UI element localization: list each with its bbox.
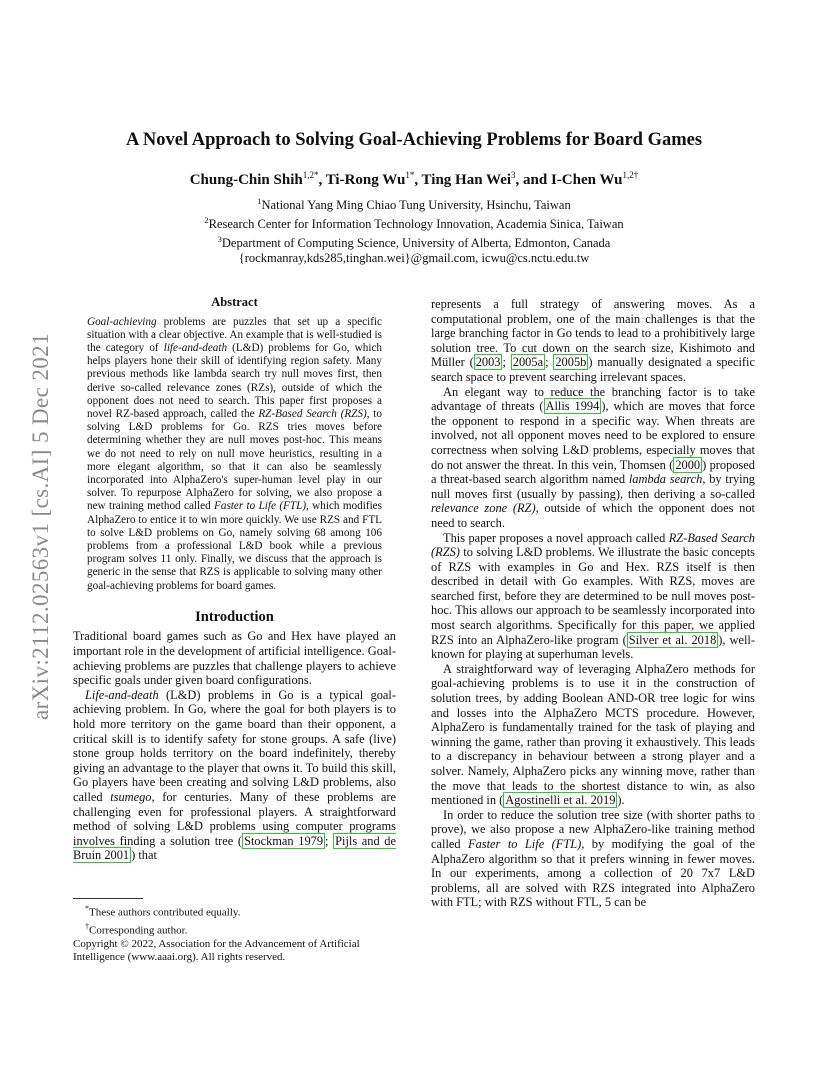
body-paragraph xyxy=(431,385,755,531)
footnote-rule xyxy=(73,898,143,899)
copyright-notice: Copyright © 2022, Association for the Advancement of Artificial Intelligence (www.aaai.org). All rights reserved. xyxy=(73,938,360,964)
body-text: A straightforward way of leveraging AlphaZero methods for goal-achieving problems is to use it in the construction of solution trees, by adding Boolean AND-OR tree logic for wins and losses into the AlphaZero MCTS procedure. However, AlphaZero is fundamentally trained for the task of playing and winning the game, rather than proving it exhaustively. This leads to a discrepancy in behaviour between a strong player and a solver. Namely, AlphaZero picks any winning move, rather than the move that leads to the shortest distance to win, as also mentioned in ( xyxy=(431,661,755,808)
body-text: ), which are moves that force the opponent to respond in a specific way. When threats are involved, not all opponent moves need to be explored to ensure correctness when solving L&D problems, especially moves that do not answer the threat. In this vein, Thomsen ( xyxy=(431,399,755,472)
citation-link[interactable]: Agostinelli et al. 2019 xyxy=(505,793,616,808)
affiliation-line xyxy=(60,213,768,232)
italic-text: RZ-Based Search (RZS), xyxy=(258,408,370,421)
left-body xyxy=(73,629,396,863)
abstract-text xyxy=(87,316,382,593)
body-paragraph xyxy=(431,662,755,808)
citation-link[interactable]: 2005a xyxy=(512,355,544,370)
body-text: to solving L&D problems for Go. RZS tries moves before determining whether they are null moves post-hoc. This means we do not need to rely on null move heuristics, resulting in a more elegant algorithm, so that it can also be seamlessly incorporated into AlphaZero's super-human level play in our solver. To repurpose AlphaZero for solving, we also propose a new training method called xyxy=(87,408,382,513)
body-text: ) manually designated a specific search space to prevent searching irrelevant spaces. xyxy=(431,355,755,384)
body-paragraph xyxy=(431,808,755,910)
italic-text: life-and-death xyxy=(163,342,228,354)
author-name: I-Chen Wu xyxy=(550,172,623,188)
body-paragraph xyxy=(73,688,396,863)
body-text: (L&D) problems for Go, which helps players hone their skill of identifying region safety. Many previous methods like lambda search try null moves first, then derive so-called relevance zones (RZs), outside of which the opponent does not need to search. This paper first proposes a novel RZ-based approach, called the xyxy=(87,342,383,421)
introduction-heading: Introduction xyxy=(195,608,274,625)
citation-link[interactable]: Stockman 1979 xyxy=(244,833,324,848)
italic-text: relevance zone (RZ) xyxy=(431,501,536,516)
body-text: ), well-known for playing at superhuman levels. xyxy=(431,632,755,662)
citation-link[interactable]: 2000 xyxy=(675,457,701,472)
affiliation-text: National Yang Ming Chiao Tung University, Hsinchu, Taiwan xyxy=(261,198,571,213)
italic-text: Life-and-death xyxy=(85,687,159,702)
left-column xyxy=(73,295,396,863)
italic-text: lambda search xyxy=(628,472,703,487)
author-name: Ting Han Wei xyxy=(421,172,512,188)
right-column xyxy=(431,297,755,910)
footnotes xyxy=(73,898,396,964)
italic-text: Faster to Life (FTL), xyxy=(214,500,309,513)
body-paragraph xyxy=(73,629,396,687)
body-text: to solving L&D problems. We illustrate the basic concepts of RZS with examples in Go and Hex. RZS itself is then described in detail with Go examples. With RZS, moves are searched first, before they are determined to be null moves post-hoc. This allows our approach to be seamlessly incorporated into most search algorithms. Specifically for this paper, we applied RZS into an AlphaZero-like program ( xyxy=(431,545,755,647)
body-text: ). xyxy=(617,793,625,808)
affiliation-text: Department of Computing Science, University of Alberta, Edmonton, Canada xyxy=(221,236,611,251)
footnote-mark: * xyxy=(85,904,89,913)
affiliation-line xyxy=(60,194,768,213)
footnote-list xyxy=(73,902,396,937)
footnote xyxy=(73,902,396,920)
body-text: represents a full strategy of answering moves. As a computational problem, one of the main challenges is that the large branching factor in Go tends to lead to a prohibitively large solution tree. To cut down on the search size, Kishimoto and Müller ( xyxy=(431,297,755,370)
italic-text: RZ-Based Search (RZS) xyxy=(431,530,755,560)
citation-link[interactable]: 2005b xyxy=(555,355,587,370)
affiliation-line xyxy=(60,232,768,251)
affiliation-mark: 1 xyxy=(257,196,262,206)
author-affiliation-mark: 1,2† xyxy=(622,170,639,180)
author-separator: , xyxy=(414,172,422,188)
citation-link[interactable]: Silver et al. 2018 xyxy=(628,632,717,647)
italic-text: Faster to Life (FTL) xyxy=(468,836,582,851)
arxiv-watermark xyxy=(10,300,53,720)
body-text: ; xyxy=(502,355,511,370)
abstract-heading: Abstract xyxy=(211,295,258,309)
body-text: ) proposed a threat-based search algorithm named xyxy=(431,457,755,487)
body-text: An elegant way to reduce the branching factor is to take advantage of threats ( xyxy=(431,384,755,414)
body-text: In order to reduce the solution tree size (with shorter paths to prove), we also propose a new AlphaZero-like training method called xyxy=(431,807,755,851)
affiliation-text: Research Center for Information Technology Innovation, Academia Sinica, Taiwan xyxy=(208,217,624,232)
author-name: Chung-Chin Shih xyxy=(189,172,303,188)
affiliations xyxy=(60,194,768,266)
body-text: , for centuries. Many of these problems are challenging even for professional players. A straightforward method of solving L&D problems using computer programs involves finding a solution tree ( xyxy=(73,789,396,848)
right-body xyxy=(431,297,755,910)
arxiv-stamp: arXiv:2112.02563v1 [cs.AI] 5 Dec 2021 xyxy=(28,333,53,720)
italic-text: Goal-achieving xyxy=(87,315,157,328)
body-paragraph xyxy=(431,531,755,662)
author-affiliation-mark: 1,2* xyxy=(302,170,319,180)
author-affiliation-mark: 1* xyxy=(405,170,415,180)
citation-link[interactable]: Pijls and de Bruin 2001 xyxy=(73,833,396,863)
paper-title: A Novel Approach to Solving Goal-Achieving Problems for Board Games xyxy=(125,130,703,150)
body-text: problems are puzzles that set up a specific situation with a clear objective. An example that is well-studied is the category of xyxy=(87,315,382,354)
footnote-text: These authors contributed equally. xyxy=(89,906,241,919)
body-text: ) that xyxy=(131,848,157,863)
footnote-mark: † xyxy=(85,921,89,931)
body-text: , by modifying the goal of the AlphaZero algorithm so that it prefers winning in fewer moves. In our experiments, among a collection of 20 7x7 L&D problems, all are solved with RZS integrated into AlphaZero with FTL; with RZS without FTL, 5 can be xyxy=(431,836,755,910)
affiliation-mark: 3 xyxy=(217,234,222,245)
body-text: which modifies AlphaZero to entice it to win more quickly. We use RZS and FTL to solve L&D problems on Go, namely solving 68 among 106 problems from a professional L&D book while a previous program solves 11 only. Finally, we discuss that the approach is generic in the sense that RZS is applicable to solving many other goal-achieving problems for board games. xyxy=(87,500,382,592)
citation-link[interactable]: Allis 1994 xyxy=(545,399,600,414)
body-text: Traditional board games such as Go and Hex have played an important role in the development of artificial intelligence. Goal-achieving problems are puzzles that challenge players to achieve specific goals under given board configurations. xyxy=(73,629,396,688)
citation-link[interactable]: 2003 xyxy=(475,355,501,370)
body-text: (L&D) problems in Go is a typical goal-achieving problem. In Go, where the goal for both players is to hold more territory on the game board than their opponent, a critical skill is to identify safety for stone groups. A safe (live) stone group holds territory on the board indefinitely, thereby giving an advantage to the player that owns it. To build this skill, Go players have been creating and solving L&D problems, also called xyxy=(73,687,396,804)
footnote xyxy=(73,920,396,938)
body-text: ; xyxy=(325,833,334,848)
affiliation-list xyxy=(60,194,768,251)
author-emails: {rockmanray,kds285,tinghan.wei}@gmail.com, icwu@cs.nctu.edu.tw xyxy=(238,251,590,266)
footnote-text: Corresponding author. xyxy=(89,924,188,937)
author-list xyxy=(60,170,768,189)
author-name: Ti-Rong Wu xyxy=(325,172,406,188)
body-text: This paper proposes a novel approach called xyxy=(443,530,669,545)
author-affiliation-mark: 3 xyxy=(511,170,516,180)
author-separator: , and xyxy=(515,172,551,188)
affiliation-mark: 2 xyxy=(204,215,209,226)
author-separator: , xyxy=(318,172,326,188)
body-paragraph xyxy=(431,297,755,385)
body-text: , by trying null moves first (usually by passing), then deriving a so-called xyxy=(431,472,755,501)
body-text: ; xyxy=(545,355,554,370)
body-text: , outside of which the opponent does not need to search. xyxy=(431,501,756,530)
italic-text: tsumego xyxy=(110,789,152,804)
